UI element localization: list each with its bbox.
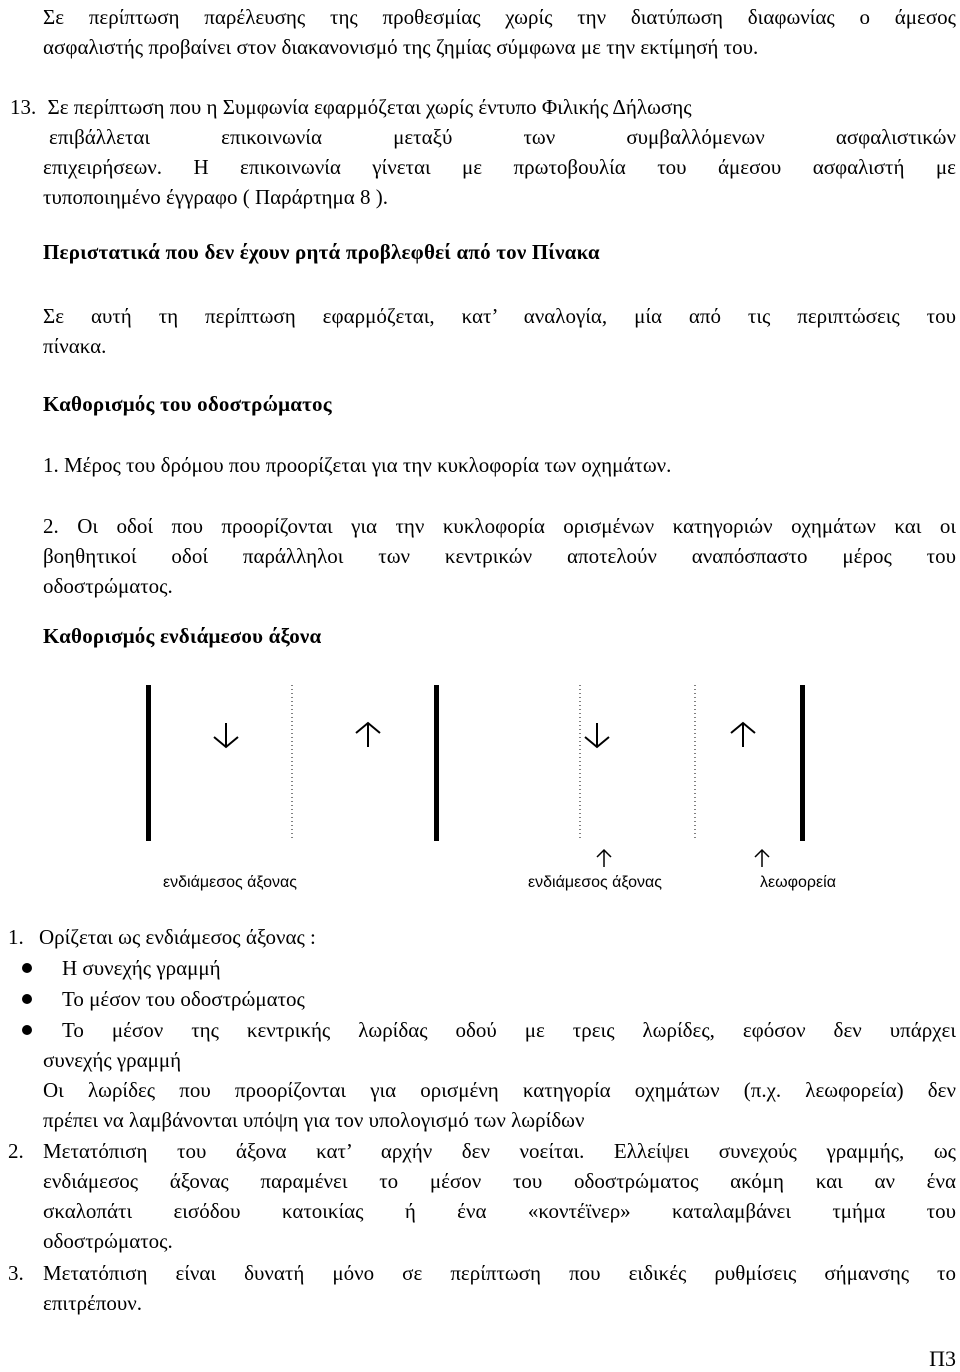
roadway-item-2 — [43, 511, 956, 601]
note-line-1: Οι λωρίδες που προορίζονται για ορισμένη κατηγορία οχημάτων (π.χ. λεωφορεία) δεν — [43, 1078, 956, 1102]
solid-line — [146, 685, 151, 841]
item-13-body — [43, 122, 956, 212]
bullet-icon — [22, 1025, 32, 1035]
heading-unforeseen: Περιστατικά που δεν έχουν ρητά προβλεφθεί από τον Πίνακα — [43, 240, 600, 264]
diagram-label-axis-2: ενδιάμεσος άξονας — [528, 874, 662, 891]
axis-item-3-line-1: Μετατόπιση είναι δυνατή μόνο σε περίπτωση που ειδικές ρυθμίσεις σήμανσης το — [43, 1261, 956, 1285]
down-arrow-icon — [214, 723, 238, 747]
bullet-icon — [22, 994, 32, 1004]
bullet-text: Η συνεχής γραμμή — [62, 956, 221, 980]
axis-item-2-body — [43, 1166, 956, 1256]
up-arrow-icon — [356, 723, 380, 747]
intro-line-1: Σε περίπτωση παρέλευσης της προθεσμίας χωρίς την διατύπωση διαφωνίας ο άμεσος — [43, 5, 956, 29]
intro-line-2: ασφαλιστής προβαίνει στον διακανονισμό της ζημίας σύμφωνα με την εκτίμησή του. — [43, 35, 759, 59]
down-arrow-icon — [585, 723, 609, 747]
page-number: Π3 — [929, 1346, 956, 1371]
unforeseen-line-2: πίνακα. — [43, 334, 107, 358]
unforeseen-line-1: Σε αυτή τη περίπτωση εφαρμόζεται, κατ’ αναλογία, μία από τις περιπτώσεις του — [43, 304, 956, 328]
solid-line — [434, 685, 439, 841]
axis-item-3-first — [8, 1258, 956, 1288]
intro-paragraph — [43, 2, 956, 62]
roadway-item-2-line-2: βοηθητικοί οδοί παράλληλοι των κεντρικών αποτελούν αναπόσπαστο μέρος του — [43, 544, 956, 568]
up-arrow-icon — [597, 850, 611, 867]
roadway-item-1: 1. Μέρος του δρόμου που προορίζεται για την κυκλοφορία των οχημάτων. — [43, 453, 672, 477]
diagram-label-buses: λεωφορεία — [760, 874, 836, 891]
axis-item-2-line-2: ενδιάμεσος άξονας παραμένει το μέσον του οδοστρώματος ακόμη και αν ένα — [43, 1169, 956, 1193]
note-line-2: πρέπει να λαμβάνονται υπόψη για τον υπολογισμό των λωρίδων — [43, 1108, 585, 1132]
item-13-number: 13. — [10, 95, 37, 119]
axis-diagram — [0, 675, 960, 905]
bullet-3-continuation: συνεχής γραμμή — [43, 1048, 182, 1072]
axis-item-2-first — [8, 1136, 956, 1166]
item-13-line-2: επιβάλλεται επικοινωνία μεταξύ των συμβαλλόμενων ασφαλιστικών — [49, 125, 956, 149]
axis-def-1-text: Ορίζεται ως ενδιάμεσος άξονας : — [39, 925, 316, 949]
diagram-label-axis-1: ενδιάμεσος άξονας — [163, 874, 297, 891]
axis-def-1-number: 1. — [8, 925, 24, 949]
axis-item-2-line-3: σκαλοπάτι εισόδου κατοικίας ή ένα «κοντέϊνερ» καταλαμβάνει τμήμα του — [43, 1199, 956, 1223]
unforeseen-paragraph — [43, 301, 956, 361]
axis-item-3-line-2: επιτρέπουν. — [43, 1291, 143, 1315]
solid-line — [800, 685, 805, 841]
axis-item-2-line-4: οδοστρώματος. — [43, 1229, 173, 1253]
axis-def-1 — [8, 922, 956, 952]
heading-axis: Καθορισμός ενδιάμεσου άξονα — [43, 624, 322, 648]
roadway-item-2-line-3: οδοστρώματος. — [43, 574, 173, 598]
axis-item-2-line-1: Μετατόπιση του άξονα κατ’ αρχήν δεν νοείται. Ελλείψει συνεχούς γραμμής, ως — [43, 1139, 956, 1163]
roadway-item-2-line-1: 2. Οι οδοί που προορίζονται για την κυκλοφορία ορισμένων κατηγοριών οχημάτων και οι — [43, 514, 956, 538]
item-13-line-4: τυποποιημένο έγγραφο ( Παράρτημα 8 ). — [43, 185, 389, 209]
item-13-line-3: επιχειρήσεων. Η επικοινωνία γίνεται με πρωτοβουλία του άμεσου ασφαλιστή με — [43, 155, 956, 179]
bullet-text: Το μέσον του οδοστρώματος — [62, 987, 305, 1011]
item-13 — [10, 92, 956, 122]
axis-def-continuation — [43, 1045, 956, 1135]
bullet-icon — [22, 963, 32, 973]
axis-item-3-number: 3. — [8, 1261, 24, 1285]
bullet-text: Το μέσον της κεντρικής λωρίδας οδού με τρεις λωρίδες, εφόσον δεν υπάρχει — [62, 1018, 956, 1042]
item-13-line-1: Σε περίπτωση που η Συμφωνία εφαρμόζεται χωρίς έντυπο Φιλικής Δήλωσης — [47, 95, 692, 119]
axis-item-2-number: 2. — [8, 1139, 24, 1163]
up-arrow-icon — [731, 723, 755, 747]
heading-roadway: Καθορισμός του οδοστρώματος — [43, 392, 332, 416]
up-arrow-icon — [755, 850, 769, 867]
